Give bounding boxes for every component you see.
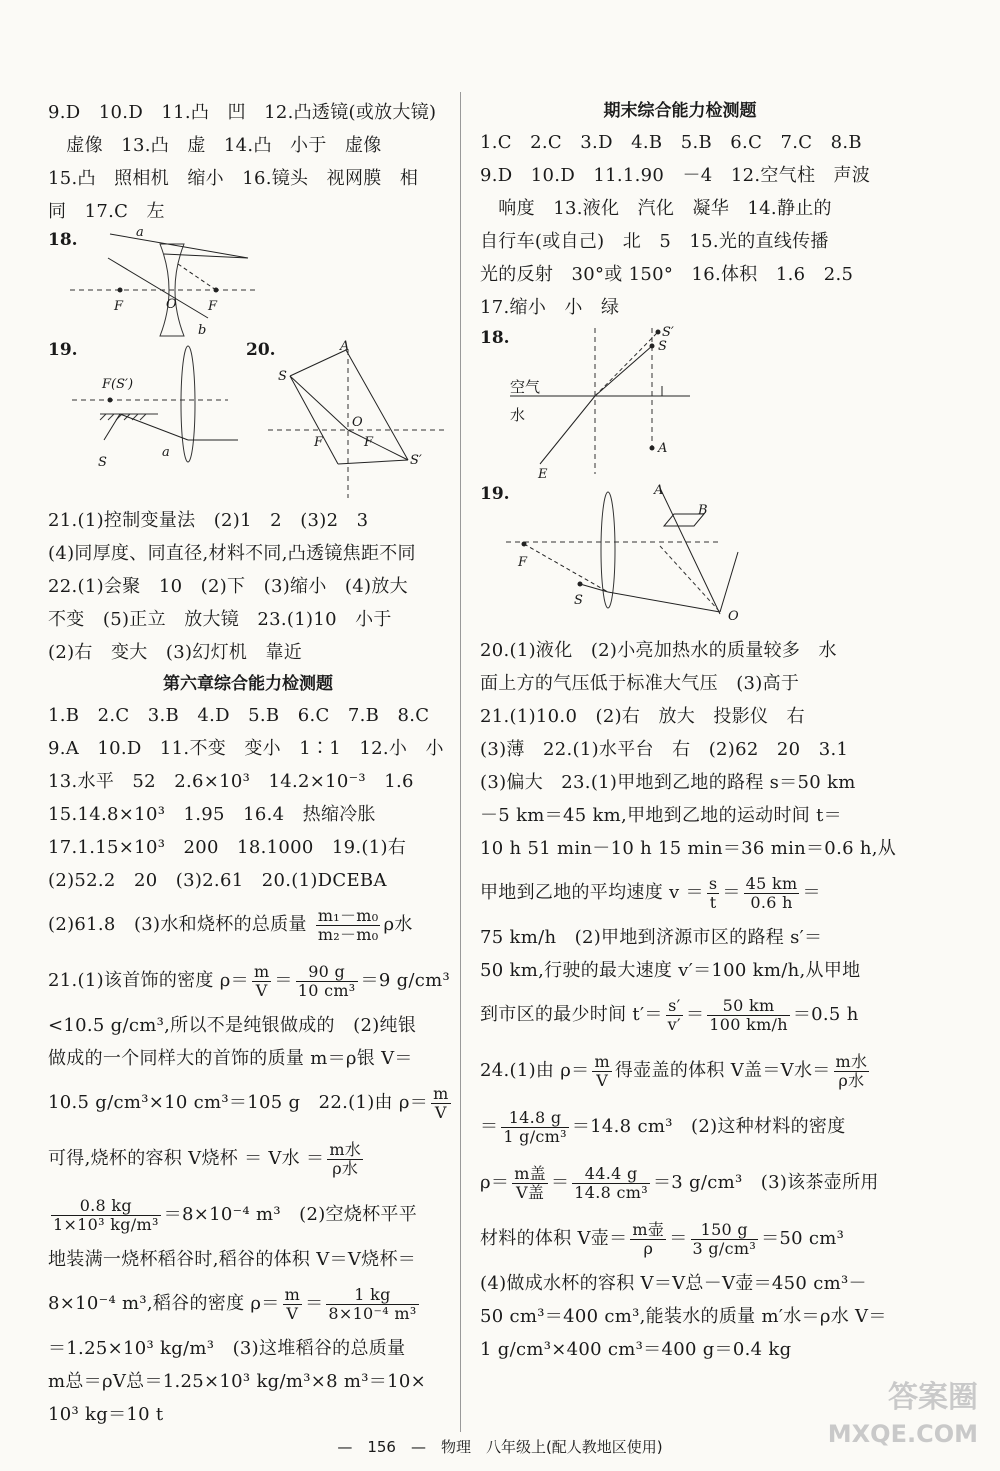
text: ＝9 g/cm³ [360, 970, 451, 991]
numerator: m [253, 961, 270, 981]
denominator: V [596, 1070, 609, 1090]
fraction [834, 1053, 870, 1090]
denominator: 0.6 h [750, 892, 793, 912]
answer-line: 75 km/h (2)甲地到济源市区的路程 s′＝ [480, 927, 823, 948]
center-label: O [166, 297, 177, 312]
denominator: ρ水 [838, 1070, 865, 1090]
fraction [327, 1141, 363, 1178]
text: (2)61.8 (3)水和烧杯的总质量 [48, 914, 307, 935]
answer-line: 50 km,行驶的最大速度 v′＝100 km/h,从甲地 [480, 960, 861, 981]
text: ＝ [685, 1004, 705, 1025]
denominator: t [709, 892, 717, 912]
point-label-b: B [698, 503, 708, 518]
question-number: 19. [480, 484, 510, 504]
answer-line [480, 1211, 880, 1267]
numerator: s [708, 873, 718, 893]
answer-line: 9.D 10.D 11.1.90 －4 12.空气柱 声波 [480, 165, 871, 186]
answer-line [48, 1187, 448, 1243]
numerator: m水 [329, 1139, 362, 1159]
point-label-a: A [340, 340, 350, 354]
answer-line: (4)同厚度、同直径,材料不同,凸透镜焦距不同 [48, 543, 416, 564]
answer-line [480, 865, 880, 921]
answer-line: 21.(1)控制变量法 (2)1 2 (3)2 3 [48, 510, 369, 531]
figures-19-20 [48, 340, 448, 504]
answer-line [480, 1043, 880, 1099]
question-number: 18. [48, 230, 78, 250]
watermark-url: MXQE.COM [827, 1420, 978, 1448]
section-heading: 期末综合能力检测题 [603, 101, 757, 121]
watermark-text: 答案圈 [888, 1380, 978, 1415]
denominator: 1×10³ kg/m³ [53, 1214, 159, 1234]
answer-line: 9.D 10.D 11.凸 凹 12.凸透镜(或放大镜) [48, 102, 437, 123]
answer-line [480, 1155, 880, 1211]
focus-label: F [518, 555, 528, 570]
text: 24.(1)由 ρ＝ [480, 1060, 590, 1081]
answer-line [48, 953, 451, 1009]
answer-line: 50 cm³＝400 cm³,能装水的质量 m′水＝ρ水 V＝ [480, 1306, 887, 1327]
answer-line: (3)偏大 23.(1)甲地到乙地的路程 s＝50 km [480, 772, 856, 793]
image-label: S′ [662, 325, 674, 340]
answer-line: (2)右 变大 (3)幻灯机 靠近 [48, 642, 303, 663]
text: ＝ [305, 1293, 324, 1314]
answer-line: 1.B 2.C 3.B 4.D 5.B 6.C 7.B 8.C [48, 705, 430, 726]
answer-line: ＝1.25×10³ kg/m³ (3)这堆稻谷的总质量 [48, 1338, 406, 1359]
text: 到市区的最少时间 t′＝ [480, 1004, 663, 1025]
text: 8×10⁻⁴ m³,稻谷的密度 ρ＝ [48, 1293, 280, 1314]
answer-line: 20.(1)液化 (2)小亮加热水的质量较多 水 [480, 640, 837, 661]
text: 得壶盖的体积 V盖＝V水＝ [614, 1060, 831, 1081]
numerator: m [433, 1083, 449, 1103]
answer-line: (3)薄 22.(1)水平台 右 (2)62 20 3.1 [480, 739, 849, 760]
denominator: 10 cm³ [297, 980, 356, 1000]
answer-line [48, 897, 448, 953]
denominator: V盖 [516, 1182, 545, 1202]
focus-label: F [314, 435, 324, 450]
question-number: 20. [246, 340, 276, 360]
text: ＝ [722, 882, 741, 903]
answer-line: 不变 (5)正立 放大镜 23.(1)10 小于 [48, 609, 392, 630]
answer-line [48, 1276, 448, 1332]
answer-line: 1 g/cm³×400 cm³＝400 g＝0.4 kg [480, 1339, 792, 1360]
numerator: m盖 [514, 1163, 546, 1183]
numerator: 0.8 kg [51, 1197, 161, 1216]
answer-line: 光的反射 30°或 150° 16.体积 1.6 2.5 [480, 264, 854, 285]
answer-line: 地装满一烧杯稻谷时,稻谷的体积 V＝V烧杯＝ [48, 1249, 417, 1270]
text: ＝14.8 cm³ (2)这种材料的密度 [571, 1116, 846, 1137]
source-label: S [98, 455, 107, 470]
text: ＝50 cm³ [761, 1228, 845, 1249]
denominator: V [255, 980, 268, 1000]
fraction [691, 1221, 759, 1258]
center-label: O [352, 415, 363, 430]
answer-line: 22.(1)会聚 10 (2)下 (3)缩小 (4)放大 [48, 576, 408, 597]
source-label: S [658, 339, 667, 354]
focus-label: F [364, 435, 374, 450]
answer-line: 自行车(或自己) 北 5 15.光的直线传播 [480, 231, 829, 252]
answer-line: m总＝ρV总＝1.25×10³ kg/m³×8 m³＝10× [48, 1371, 426, 1392]
medium-label-air: 空气 [510, 378, 541, 396]
numerator: 14.8 g [501, 1109, 569, 1128]
answer-line: 面上方的气压低于标准大气压 (3)高于 [480, 673, 800, 694]
denominator: 3 g/cm³ [692, 1238, 757, 1258]
denominator: v′ [667, 1014, 681, 1034]
numerator: 50 km [707, 997, 790, 1016]
image-label: S′ [410, 453, 422, 468]
answer-line: (2)52.2 20 (3)2.61 20.(1)DCEBA [48, 870, 387, 891]
numerator: m [284, 1284, 301, 1304]
text: ＝8×10⁻⁴ m³ (2)空烧杯平平 [163, 1204, 418, 1225]
fraction [296, 963, 358, 1000]
text: ＝ [480, 1116, 499, 1137]
source-label: S [278, 369, 287, 384]
fraction [431, 1085, 450, 1122]
numerator: 44.4 g [572, 1165, 650, 1184]
column-divider [460, 92, 461, 1432]
text: 可得,烧杯的容积 V烧杯 ＝ V水 ＝ [48, 1148, 325, 1169]
answer-line: 10³ kg＝10 t [48, 1404, 164, 1425]
question-number: 18. [480, 328, 510, 348]
numerator: 150 g [691, 1221, 759, 1240]
figure-18 [480, 324, 880, 484]
denominator: V [434, 1102, 447, 1122]
question-number: 19. [48, 340, 78, 360]
numerator: s′ [666, 997, 683, 1016]
answer-line: 17.1.15×10³ 200 18.1000 19.(1)右 [48, 837, 407, 858]
denominator: 8×10⁻⁴ m³ [328, 1303, 417, 1323]
lens-diagrams [48, 340, 448, 504]
text: ＝ [274, 970, 293, 991]
ray-label-a: a [162, 445, 170, 460]
fraction [592, 1053, 611, 1090]
answer-line: <10.5 g/cm³,所以不是纯银做成的 (2)纯银 [48, 1015, 417, 1036]
fraction [630, 1221, 666, 1258]
fraction [316, 907, 381, 944]
denominator: ρ水 [332, 1158, 359, 1178]
text: ρ＝ [480, 1172, 510, 1193]
numerator: m [594, 1051, 610, 1071]
denominator: 14.8 cm³ [574, 1182, 648, 1202]
denominator: m₂－m₀ [317, 924, 379, 944]
answer-line [480, 1099, 880, 1155]
fraction [572, 1165, 650, 1202]
text: ＝3 g/cm³ (3)该茶壶所用 [652, 1172, 879, 1193]
answer-line [480, 987, 880, 1043]
refraction-diagram [480, 324, 880, 484]
fraction [666, 997, 683, 1034]
denominator: 1 g/cm³ [503, 1126, 567, 1146]
page-footer: — 156 — 物理 八年级上(配人教地区使用) [337, 1438, 663, 1456]
numerator: m水 [835, 1051, 868, 1071]
text: 甲地到乙地的平均速度 v ＝ [480, 882, 704, 903]
fraction [326, 1286, 418, 1323]
answer-line: 虚像 13.凸 虚 14.凸 小于 虚像 [48, 135, 382, 156]
source-label: S [574, 593, 583, 608]
text: 10.5 g/cm³×10 cm³＝105 g 22.(1)由 ρ＝ [48, 1092, 429, 1113]
numerator: 90 g [296, 963, 358, 982]
watermark-logo [788, 1380, 978, 1452]
answer-line: 15.14.8×10³ 1.95 16.4 热缩冷胀 [48, 804, 376, 825]
numerator: 1 kg [326, 1286, 418, 1305]
lens-mirror-diagram [480, 484, 880, 634]
fraction [512, 1165, 548, 1202]
text: ＝0.5 h [792, 1004, 859, 1025]
medium-label-water: 水 [510, 406, 526, 424]
right-column [480, 96, 897, 1366]
answer-line: 21.(1)10.0 (2)右 放大 投影仪 右 [480, 706, 805, 727]
numerator: m₁－m₀ [317, 905, 379, 925]
focus-label: F [208, 299, 218, 314]
answer-line: 10 h 51 min－10 h 15 min＝36 min＝0.6 h,从 [480, 838, 897, 859]
text: ρ水 [383, 914, 413, 935]
answer-line: (4)做成水杯的容积 V＝V总－V壶＝450 cm³－ [480, 1273, 867, 1294]
focus-label: F [114, 299, 124, 314]
text: ＝ [669, 1228, 688, 1249]
denominator: ρ [643, 1238, 654, 1258]
answer-line [48, 1131, 448, 1187]
answer-line: 1.C 2.C 3.D 4.B 5.B 6.C 7.C 8.B [480, 132, 862, 153]
figure-19 [480, 484, 880, 634]
text: ＝ [802, 882, 821, 903]
fraction [707, 875, 720, 912]
answer-line: 17.缩小 小 绿 [480, 297, 620, 318]
eye-label: E [538, 467, 548, 482]
answer-line [48, 1075, 448, 1131]
fraction [252, 963, 271, 1000]
point-label-o: O [728, 609, 739, 624]
text: 21.(1)该首饰的密度 ρ＝ [48, 970, 249, 991]
text: 材料的体积 V壶＝ [480, 1228, 628, 1249]
fraction [501, 1109, 569, 1146]
answer-line: 15.凸 照相机 缩小 16.镜头 视网膜 相 [48, 168, 419, 189]
answer-line: －5 km＝45 km,甲地到乙地的运动时间 t＝ [480, 805, 842, 826]
numerator: 45 km [745, 873, 798, 893]
denominator: V [286, 1303, 299, 1323]
answer-line: 做成的一个同样大的首饰的质量 m＝ρ银 V＝ [48, 1048, 413, 1069]
section-heading: 第六章综合能力检测题 [163, 674, 333, 694]
denominator: 100 km/h [709, 1014, 788, 1034]
text: ＝ [550, 1172, 570, 1193]
focus-label: F(S′) [102, 377, 134, 392]
answer-line: 同 17.C 左 [48, 201, 165, 222]
fraction [51, 1197, 161, 1234]
fraction [283, 1286, 302, 1323]
ray-label-b: b [198, 323, 207, 338]
fraction [707, 997, 790, 1034]
answer-line: 9.A 10.D 11.不变 变小 1∶1 12.小 小 [48, 738, 444, 759]
ray-label-a: a [136, 228, 144, 240]
point-label-a: A [654, 484, 664, 498]
left-column [48, 96, 451, 1431]
concave-lens-diagram [48, 228, 448, 340]
answer-line: 响度 13.液化 汽化 凝华 14.静止的 [480, 198, 832, 219]
numerator: m壶 [632, 1219, 665, 1239]
figure-18 [48, 228, 448, 340]
answer-line: 13.水平 52 2.6×10³ 14.2×10⁻³ 1.6 [48, 771, 414, 792]
point-label-a: A [658, 441, 668, 456]
fraction [744, 875, 800, 912]
